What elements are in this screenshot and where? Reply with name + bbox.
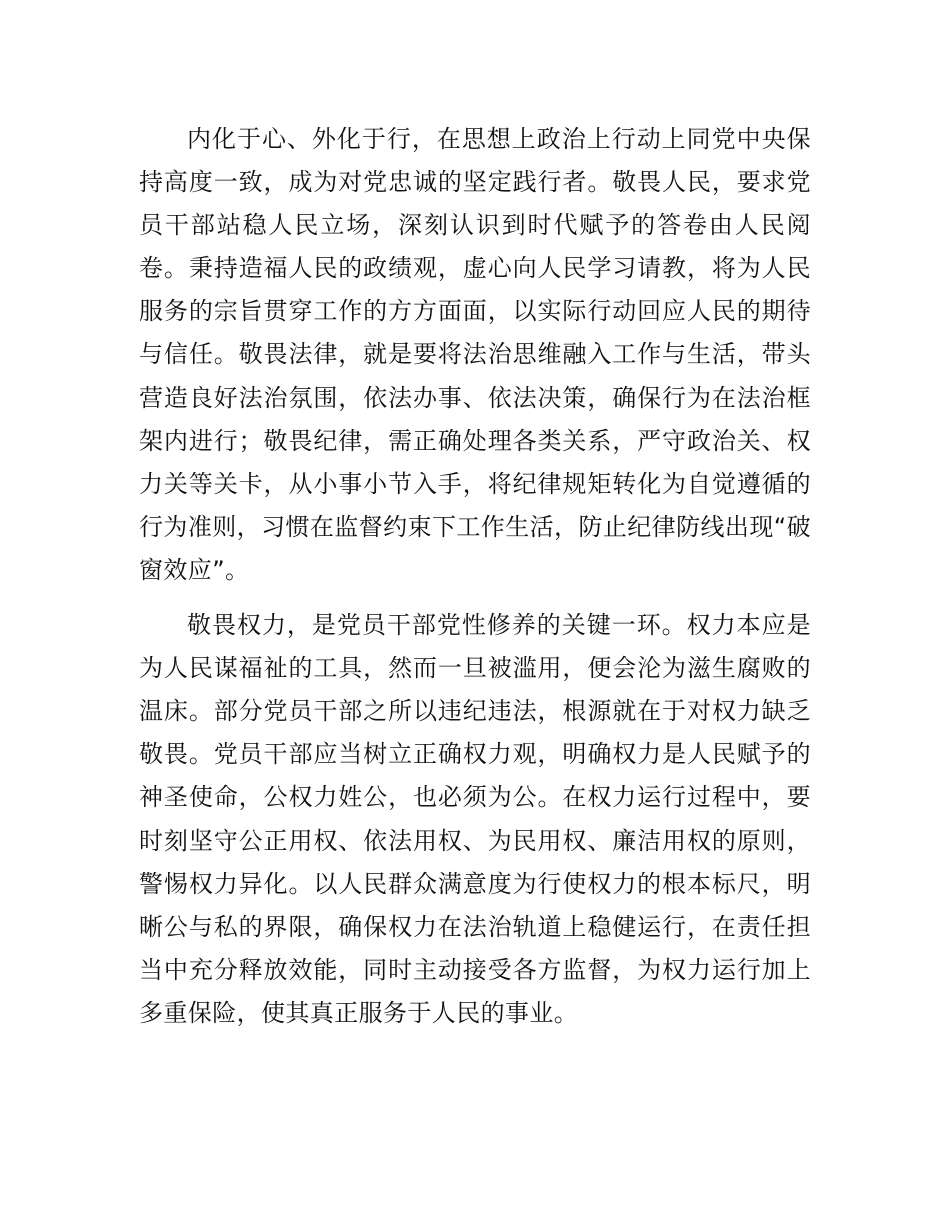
paragraph-2: 敬畏权力，是党员干部党性修养的关键一环。权力本应是为人民谋福祉的工具，然而一旦被滥用，便会沦为滋生腐败的温床。部分党员干部之所以违纪违法，根源就在于对权力缺乏敬畏。党员干部应当树立正确权力观，明确权力是人民赋予的神圣使命，公权力姓公，也必须为公。在权力运行过程中，要时刻坚守公正用权、依法用权、为民用权、廉洁用权的原则，警惕权力异化。以人民群众满意度为行使权力的根本标尺，明晰公与私的界限，确保权力在法治轨道上稳健运行，在责任担当中充分释放效能，同时主动接受各方监督，为权力运行加上多重保险，使其真正服务于人民的事业。 — [139, 611, 811, 1027]
paragraph-1: 内化于心、外化于行，在思想上政治上行动上同党中央保持高度一致，成为对党忠诚的坚定践行者。敬畏人民，要求党员干部站稳人民立场，深刻认识到时代赋予的答卷由人民阅卷。秉持造福人民的政绩观，虚心向人民学习请教，将为人民服务的宗旨贯穿工作的方方面面，以实际行动回应人民的期待与信任。敬畏法律，就是要将法治思维融入工作与生活，带头营造良好法治氛围，依法办事、依法决策，确保行为在法治框架内进行；敬畏纪律，需正确处理各类关系，严守政治关、权力关等关卡，从小事小节入手，将纪律规矩转化为自觉遵循的行为准则，习惯在监督约束下工作生活，防止纪律防线出现“破窗效应”。 — [139, 125, 811, 584]
document-body — [139, 118, 811, 1035]
